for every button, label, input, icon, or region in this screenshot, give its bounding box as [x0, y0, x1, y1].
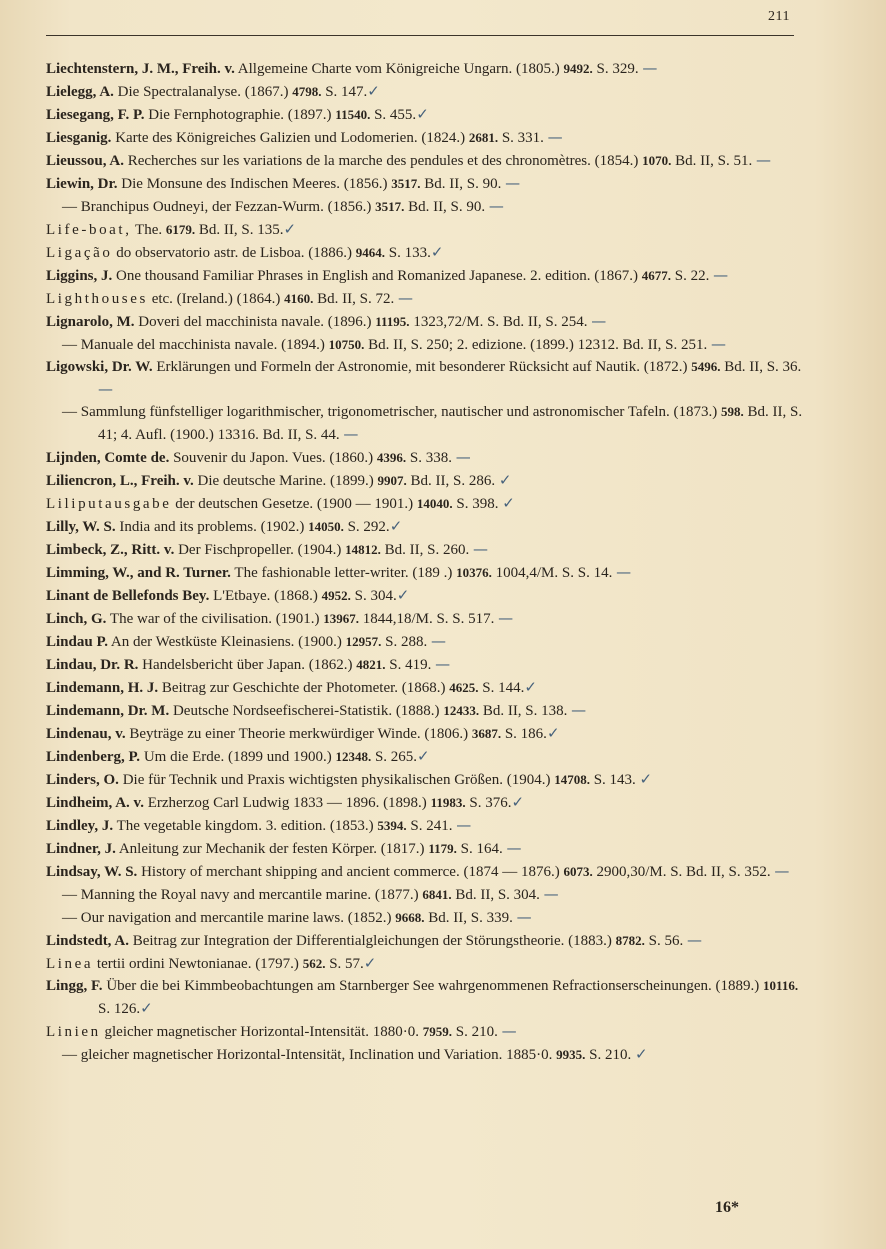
- entry-catalog-number: 10116.: [763, 978, 799, 993]
- dash-mark: —: [591, 312, 607, 330]
- index-entry: [46, 722, 806, 745]
- dash-mark: —: [435, 655, 451, 673]
- index-entry: [46, 446, 806, 469]
- check-mark-icon: ✓: [396, 586, 410, 604]
- ditto-dash: —: [62, 199, 77, 215]
- index-entry: [46, 218, 806, 241]
- entry-catalog-number: 12433.: [443, 703, 480, 718]
- entry-catalog-number: 1179.: [428, 841, 457, 856]
- entry-title: Our navigation and mercantile marine laws. (1852.): [77, 910, 396, 926]
- entry-title: Deutsche Nordseefischerei-Statistik. (1888.): [169, 703, 444, 719]
- entry-title: Über die bei Kimmbeobachtungen am Starnberger See wahrgenommenen Refractionserscheinungen. (1889.): [102, 978, 764, 994]
- entry-author: Lindheim, A. v.: [46, 795, 144, 811]
- entry-title: Allgemeine Charte vom Königreiche Ungarn. (1805.): [234, 61, 564, 77]
- index-entry: [46, 333, 806, 356]
- index-entry: [46, 1020, 806, 1043]
- dash-mark: —: [98, 380, 113, 398]
- entry-title: etc. (Ireland.) (1864.): [147, 291, 285, 307]
- entry-keyword: Linien: [46, 1024, 101, 1040]
- entry-title: India and its problems. (1902.): [115, 519, 309, 535]
- index-entry: [46, 860, 806, 883]
- index-entry: [46, 172, 806, 195]
- entry-author: Limbeck, Z., Ritt. v.: [46, 542, 175, 558]
- index-entry: [46, 699, 806, 722]
- entry-reference: S. 210.: [452, 1024, 502, 1040]
- entry-reference: Bd. II, S. 135.: [195, 222, 284, 238]
- entry-catalog-number: 6073.: [563, 864, 593, 879]
- index-entry: [46, 356, 806, 401]
- dash-mark: —: [397, 289, 413, 307]
- entry-catalog-number: 4625.: [449, 680, 479, 695]
- entry-author: Lignarolo, M.: [46, 314, 135, 330]
- entry-catalog-number: 9935.: [556, 1047, 586, 1062]
- entry-reference: S. 56.: [644, 933, 687, 949]
- entry-reference: S. 241.: [406, 818, 457, 834]
- entry-reference: S. 147.: [321, 84, 368, 100]
- dash-mark: —: [543, 885, 559, 903]
- dash-mark: —: [571, 701, 587, 719]
- entry-catalog-number: 3517.: [375, 199, 405, 214]
- entry-reference: S. 288.: [381, 634, 431, 650]
- entry-title: Beyträge zu einer Theorie merkwürdiger Winde. (1806.): [125, 726, 472, 742]
- entry-title: tertii ordini Newtonianae. (1797.): [93, 956, 303, 972]
- entry-catalog-number: 4396.: [376, 450, 407, 465]
- entry-title: Die für Technik und Praxis wichtigsten physikalischen Größen. (1904.): [118, 772, 555, 788]
- dash-mark: —: [547, 128, 563, 146]
- entry-author: Liliencron, L., Freih. v.: [46, 473, 194, 489]
- dash-mark: —: [686, 931, 702, 949]
- entry-title: One thousand Familiar Phrases in English and Romanized Japanese. 2. edition. (1867.): [112, 268, 642, 284]
- entry-reference: S. 265.: [371, 749, 418, 765]
- entry-title: Beitrag zur Geschichte der Photometer. (1868.): [158, 680, 450, 696]
- check-mark-icon: ✓: [639, 770, 653, 788]
- ditto-dash: —: [62, 404, 77, 420]
- entry-title: Anleitung zur Mechanik der festen Körper. (1817.): [115, 841, 429, 857]
- index-entry: [46, 630, 806, 653]
- dash-mark: —: [455, 448, 471, 466]
- entry-reference: Bd. II, S. 90.: [404, 199, 489, 215]
- index-entry: [46, 195, 806, 218]
- entry-keyword: Lighthouses: [46, 291, 148, 307]
- entry-title: Erzherzog Carl Ludwig 1833 — 1896. (1898.): [143, 795, 431, 811]
- index-entry: [46, 126, 806, 149]
- entry-keyword: Life-boat,: [46, 222, 132, 238]
- entry-reference: 1004,4/M. S. S. 14.: [491, 565, 617, 581]
- entry-catalog-number: 10376.: [456, 565, 492, 580]
- entry-catalog-number: 6841.: [422, 887, 452, 902]
- entry-title: Branchipus Oudneyi, der Fezzan-Wurm. (1856.): [77, 199, 376, 215]
- entry-title: The vegetable kingdom. 3. edition. (1853.): [113, 818, 378, 834]
- check-mark-icon: ✓: [283, 220, 297, 238]
- entry-catalog-number: 598.: [720, 404, 744, 419]
- entry-catalog-number: 3517.: [391, 176, 421, 191]
- entry-title: der deutschen Gesetze. (1900 — 1901.): [171, 496, 417, 512]
- entry-reference: Bd. II, S. 138.: [479, 703, 572, 719]
- entry-author: Lijnden, Comte de.: [46, 450, 170, 466]
- entry-reference: S. 329.: [592, 61, 643, 77]
- entry-title: Karte des Königreiches Galizien und Lodomerien. (1824.): [111, 130, 469, 146]
- entry-catalog-number: 13967.: [323, 611, 359, 626]
- entry-reference: S. 57.: [325, 956, 364, 972]
- entry-author: Lindau P.: [46, 634, 108, 650]
- entry-reference: S. 186.: [501, 726, 547, 742]
- entry-author: Liesegang, F. P.: [46, 107, 145, 123]
- entry-reference: S. 292.: [343, 519, 390, 535]
- entry-author: Lindsay, W. S.: [46, 864, 138, 880]
- entry-title: Die Fernphotographie. (1897.): [144, 107, 336, 123]
- index-entry: [46, 607, 806, 630]
- top-rule: [46, 35, 794, 36]
- entry-catalog-number: 5496.: [691, 359, 721, 374]
- entry-catalog-number: 9492.: [563, 61, 593, 76]
- index-entry: [46, 241, 806, 264]
- dash-mark: —: [343, 425, 359, 443]
- entry-reference: S. 210.: [585, 1047, 636, 1063]
- entry-author: Lielegg, A.: [46, 84, 114, 100]
- entry-catalog-number: 9464.: [355, 245, 386, 260]
- dash-mark: —: [505, 174, 521, 192]
- dash-mark: —: [755, 151, 771, 169]
- entry-author: Lindenberg, P.: [46, 749, 141, 765]
- index-entry: [46, 80, 806, 103]
- check-mark-icon: ✓: [416, 105, 429, 123]
- entry-catalog-number: 4821.: [356, 657, 386, 672]
- entry-catalog-number: 4798.: [292, 84, 322, 99]
- entry-title: Die deutsche Marine. (1899.): [193, 473, 378, 489]
- index-entry: [46, 57, 806, 80]
- page-number: 211: [768, 9, 790, 24]
- check-mark-icon: ✓: [367, 82, 380, 100]
- entry-catalog-number: 14708.: [554, 772, 590, 787]
- entry-reference: Bd. II, S. 90.: [420, 176, 506, 192]
- check-mark-icon: ✓: [524, 678, 537, 696]
- entry-title: Doveri del macchinista navale. (1896.): [134, 314, 376, 330]
- entry-author: Lilly, W. S.: [46, 519, 116, 535]
- index-entry: [46, 791, 806, 814]
- entry-keyword: Ligação: [46, 245, 113, 261]
- entry-reference: Bd. II, S. 260.: [380, 542, 473, 558]
- entry-reference: S. 398.: [452, 496, 503, 512]
- dash-mark: —: [642, 59, 658, 77]
- entry-reference: S. 133.: [385, 245, 431, 261]
- index-entry: [46, 929, 806, 952]
- check-mark-icon: ✓: [430, 243, 444, 261]
- entry-title: Manning the Royal navy and mercantile marine. (1877.): [77, 887, 423, 903]
- check-mark-icon: ✓: [635, 1045, 648, 1063]
- entry-title: L'Etbaye. (1868.): [209, 588, 322, 604]
- entry-reference: S. 376.: [465, 795, 512, 811]
- entry-reference: S. 164.: [456, 841, 507, 857]
- entry-reference: S. 304.: [350, 588, 397, 604]
- dash-mark: —: [501, 1022, 517, 1040]
- signature-mark: 16*: [715, 1199, 739, 1216]
- index-entry: [46, 401, 806, 446]
- entry-author: Liesganig.: [46, 130, 112, 146]
- entry-catalog-number: 2681.: [468, 130, 499, 145]
- entry-title: The fashionable letter-writer. (189 .): [230, 565, 457, 581]
- entry-catalog-number: 8782.: [615, 933, 645, 948]
- ditto-dash: —: [62, 887, 77, 903]
- entry-catalog-number: 14050.: [308, 519, 344, 534]
- entry-reference: Bd. II, S. 286.: [406, 473, 499, 489]
- entry-catalog-number: 7959.: [422, 1024, 452, 1039]
- index-entry: [46, 149, 806, 172]
- index-entry: [46, 287, 806, 310]
- entry-reference: S. 22.: [671, 268, 714, 284]
- entry-keyword: Liliputausgabe: [46, 496, 172, 512]
- entry-reference: 1844,18/M. S. S. 517.: [358, 611, 499, 627]
- check-mark-icon: ✓: [389, 517, 403, 535]
- entry-title: The.: [131, 222, 166, 238]
- entry-catalog-number: 3687.: [471, 726, 502, 741]
- check-mark-icon: ✓: [140, 999, 153, 1017]
- entry-catalog-number: 4952.: [321, 588, 351, 603]
- entry-reference: Bd. II, S. 339.: [424, 910, 517, 926]
- entry-author: Lindau, Dr. R.: [46, 657, 139, 673]
- entry-author: Linant de Bellefonds Bey.: [46, 588, 210, 604]
- entry-title: Sammlung fünfstelliger logarithmischer, trigonometrischer, nautischer und astronomischer Tafeln. (1873.): [77, 404, 721, 420]
- index-entry: [46, 310, 806, 333]
- entry-title: gleicher magnetischer Horizontal-Intensität. 1880·0.: [100, 1024, 423, 1040]
- entry-reference: 1323,72/M. S. Bd. II, S. 254.: [409, 314, 592, 330]
- dash-mark: —: [616, 563, 632, 581]
- entry-reference: S. 455.: [370, 107, 417, 123]
- entry-author: Lindemann, H. J.: [46, 680, 159, 696]
- index-entry: [46, 952, 806, 975]
- entry-title: Der Fischpropeller. (1904.): [174, 542, 346, 558]
- index-entry: [46, 814, 806, 837]
- entry-author: Lindner, J.: [46, 841, 116, 857]
- entry-reference: S. 419.: [385, 657, 436, 673]
- index-entry: [46, 561, 806, 584]
- entry-author: Lieussou, A.: [46, 153, 124, 169]
- index-entry: [46, 768, 806, 791]
- entry-catalog-number: 11195.: [375, 314, 410, 329]
- entry-reference: S. 144.: [478, 680, 525, 696]
- index-entry: [46, 1043, 806, 1066]
- index-entry: [46, 837, 806, 860]
- check-mark-icon: ✓: [502, 494, 515, 512]
- dash-mark: —: [472, 540, 488, 558]
- dash-mark: —: [488, 197, 504, 215]
- index-entry: [46, 538, 806, 561]
- dash-mark: —: [774, 862, 790, 880]
- check-mark-icon: ✓: [417, 747, 430, 765]
- entry-reference: S. 331.: [498, 130, 548, 146]
- entry-title: Beitrag zur Integration der Differentialgleichungen der Störungstheorie. (1883.): [128, 933, 616, 949]
- entry-title: Recherches sur les variations de la marche des pendules et des chronomètres. (1854.): [123, 153, 643, 169]
- entry-catalog-number: 14812.: [345, 542, 381, 557]
- entry-title: Manuale del macchinista navale. (1894.): [77, 337, 329, 353]
- entry-catalog-number: 12348.: [335, 749, 372, 764]
- ditto-dash: —: [62, 1047, 77, 1063]
- entry-catalog-number: 4160.: [284, 291, 314, 306]
- dash-mark: —: [498, 609, 514, 627]
- entry-title: gleicher magnetischer Horizontal-Intensität, Inclination und Variation. 1885·0.: [77, 1047, 557, 1063]
- entry-catalog-number: 562.: [302, 956, 326, 971]
- entry-author: Lingg, F.: [46, 978, 103, 994]
- entry-catalog-number: 11540.: [335, 107, 371, 122]
- check-mark-icon: ✓: [498, 471, 512, 489]
- ditto-dash: —: [62, 910, 77, 926]
- index-entry: [46, 653, 806, 676]
- dash-mark: —: [516, 908, 532, 926]
- entry-catalog-number: 9668.: [395, 910, 425, 925]
- dash-mark: —: [710, 335, 726, 353]
- index-entry: [46, 492, 806, 515]
- entry-title: Erklärungen und Formeln der Astronomie, mit besonderer Rücksicht auf Nautik. (1872.): [152, 359, 692, 375]
- check-mark-icon: ✓: [511, 793, 525, 811]
- entry-catalog-number: 14040.: [416, 496, 453, 511]
- entry-reference: Bd. II, S. 41; 4. Aufl. (1900.) 13316. Bd. II, S. 44.: [98, 404, 803, 443]
- entry-catalog-number: 4677.: [641, 268, 672, 283]
- entry-catalog-number: 9907.: [377, 473, 407, 488]
- entry-author: Lindemann, Dr. M.: [46, 703, 170, 719]
- entry-catalog-number: 6179.: [165, 222, 196, 237]
- entry-title: Um die Erde. (1899 und 1900.): [140, 749, 336, 765]
- entry-title: An der Westküste Kleinasiens. (1900.): [108, 634, 346, 650]
- entry-reference: Bd. II, S. 304.: [451, 887, 544, 903]
- entry-catalog-number: 12957.: [345, 634, 382, 649]
- entry-catalog-number: 5394.: [377, 818, 407, 833]
- entry-author: Lindstedt, A.: [46, 933, 129, 949]
- index-entry: [46, 264, 806, 287]
- entry-catalog-number: 11983.: [430, 795, 466, 810]
- index-entry: [46, 906, 806, 929]
- entry-title: Souvenir du Japon. Vues. (1860.): [169, 450, 377, 466]
- entry-author: Ligowski, Dr. W.: [46, 359, 153, 375]
- entry-author: Limming, W., and R. Turner.: [46, 565, 231, 581]
- dash-mark: —: [713, 266, 729, 284]
- entry-title: Die Spectralanalyse. (1867.): [113, 84, 293, 100]
- dash-mark: —: [431, 632, 446, 650]
- dash-mark: —: [506, 839, 522, 857]
- check-mark-icon: ✓: [546, 724, 560, 742]
- entry-title: do observatorio astr. de Lisboa. (1886.): [112, 245, 356, 261]
- check-mark-icon: ✓: [363, 954, 377, 972]
- entry-reference: S. 143.: [589, 772, 640, 788]
- entry-author: Liewin, Dr.: [46, 176, 118, 192]
- entry-title: History of merchant shipping and ancient commerce. (1874 — 1876.): [137, 864, 564, 880]
- entry-author: Lindenau, v.: [46, 726, 126, 742]
- entry-reference: Bd. II, S. 250; 2. edizione. (1899.) 12312. Bd. II, S. 251.: [364, 337, 711, 353]
- entry-reference: Bd. II, S. 51.: [671, 153, 756, 169]
- entry-title: Die Monsune des Indischen Meeres. (1856.): [117, 176, 392, 192]
- entry-reference: Bd. II, S. 72.: [313, 291, 398, 307]
- entry-author: Liechtenstern, J. M., Freih. v.: [46, 61, 235, 77]
- entry-author: Lindley, J.: [46, 818, 114, 834]
- ditto-dash: —: [62, 337, 77, 353]
- index-entry: [46, 975, 806, 1020]
- entry-reference: S. 126.: [98, 1001, 141, 1017]
- dash-mark: —: [456, 816, 472, 834]
- index-entries: [46, 57, 806, 1066]
- index-entry: [46, 584, 806, 607]
- index-entry: [46, 515, 806, 538]
- index-entry: [46, 469, 806, 492]
- entry-title: The war of the civilisation. (1901.): [106, 611, 324, 627]
- entry-title: Handelsbericht über Japan. (1862.): [138, 657, 357, 673]
- entry-reference: 2900,30/M. S. Bd. II, S. 352.: [592, 864, 775, 880]
- entry-reference: Bd. II, S. 36.: [720, 359, 802, 375]
- index-entry: [46, 103, 806, 126]
- entry-reference: S. 338.: [406, 450, 456, 466]
- index-entry: [46, 745, 806, 768]
- index-entry: [46, 676, 806, 699]
- entry-author: Liggins, J.: [46, 268, 113, 284]
- entry-author: Linch, G.: [46, 611, 107, 627]
- entry-catalog-number: 1070.: [642, 153, 672, 168]
- entry-catalog-number: 10750.: [328, 337, 365, 352]
- index-entry: [46, 883, 806, 906]
- entry-author: Linders, O.: [46, 772, 119, 788]
- entry-keyword: Linea: [46, 956, 94, 972]
